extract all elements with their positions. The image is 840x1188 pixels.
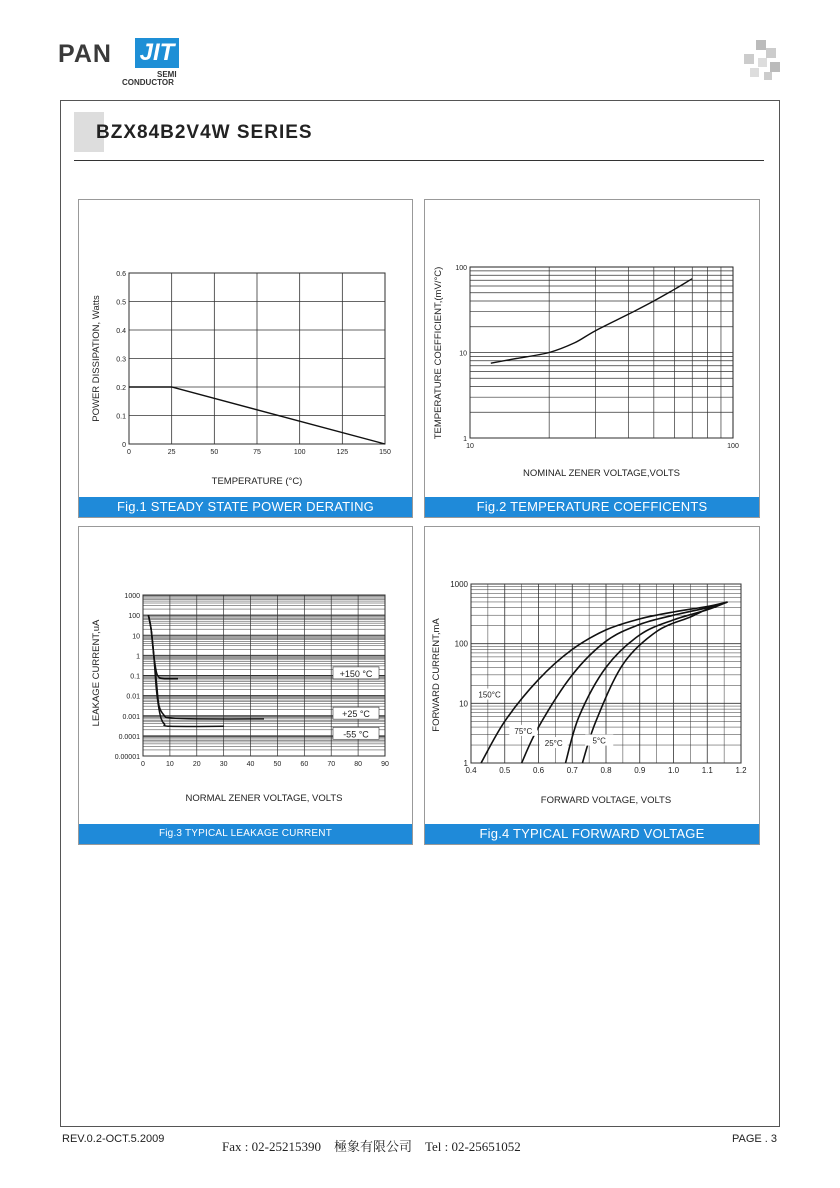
- logo-text: PAN: [58, 40, 112, 68]
- figure-3-caption: Fig.3 TYPICAL LEAKAGE CURRENT: [79, 824, 412, 844]
- y-tick-label: 10: [459, 699, 468, 709]
- x-tick-label: 1.2: [735, 766, 747, 775]
- panjit-logo: [58, 40, 208, 90]
- x-tick-label: 150: [379, 449, 391, 456]
- figure-2-caption: Fig.2 TEMPERATURE COEFFICENTS: [425, 497, 759, 517]
- x-tick-label: 1.0: [667, 766, 680, 775]
- y-tick-label: 0.6: [116, 271, 126, 278]
- series-annotation: 75°C: [514, 726, 533, 736]
- x-tick-label: 25: [167, 449, 176, 456]
- x-tick-label: 80: [354, 761, 363, 768]
- footer-contact: Fax : 02-25215390 極象有限公司 Tel : 02-25651052: [222, 1139, 521, 1154]
- logo-sub-conductor: CONDUCTOR: [122, 78, 174, 87]
- title-divider: [74, 160, 764, 161]
- figure-3-chart: [79, 527, 412, 824]
- x-axis-label: TEMPERATURE (°C): [211, 476, 303, 487]
- x-tick-label: 100: [293, 449, 306, 456]
- y-axis-label: TEMPERATURE COEFFICIENT,(mV/°C): [433, 266, 444, 440]
- series-annotation: -55 °C: [343, 729, 369, 740]
- x-tick-label: 20: [192, 761, 201, 768]
- y-axis-label: LEAKAGE CURRENT,uA: [91, 619, 102, 727]
- y-tick-label: 0.001: [122, 713, 140, 721]
- y-tick-label: 0.3: [116, 356, 126, 364]
- y-axis-label: POWER DISSIPATION, Watts: [91, 295, 102, 422]
- x-tick-label: 100: [727, 443, 739, 450]
- x-tick-label: 0.7: [566, 766, 578, 775]
- x-tick-label: 90: [381, 761, 389, 768]
- series-annotation: +150 °C: [339, 668, 373, 679]
- figure-2-chart: [425, 200, 759, 497]
- y-tick-label: 1: [463, 759, 468, 768]
- x-tick-label: 0.9: [634, 766, 646, 775]
- x-axis-label: NORMAL ZENER VOLTAGE, VOLTS: [185, 793, 343, 804]
- x-tick-label: 0: [127, 449, 131, 456]
- y-tick-label: 0.01: [126, 693, 140, 701]
- y-tick-label: 0.5: [116, 299, 126, 307]
- y-tick-label: 10: [132, 633, 140, 641]
- figure-4-panel: [424, 526, 760, 845]
- y-tick-label: 100: [128, 613, 140, 621]
- series-annotation: 150°C: [478, 690, 501, 700]
- footer-page: PAGE . 3: [732, 1133, 778, 1145]
- y-tick-label: 0.00001: [114, 754, 140, 761]
- y-tick-label: 0.2: [116, 385, 126, 392]
- x-tick-label: 40: [246, 761, 255, 768]
- x-tick-label: 0.8: [600, 766, 612, 775]
- y-tick-label: 100: [454, 639, 468, 649]
- x-tick-label: 0.6: [532, 766, 545, 775]
- x-axis-label: NOMINAL ZENER VOLTAGE,VOLTS: [523, 468, 680, 479]
- y-tick-label: 1: [136, 653, 140, 661]
- series-annotation: 25°C: [544, 739, 563, 749]
- y-tick-label: 1000: [124, 593, 140, 600]
- y-tick-label: 0.4: [116, 328, 126, 335]
- x-axis-label: FORWARD VOLTAGE, VOLTS: [540, 795, 672, 806]
- y-axis-label: FORWARD CURRENT,mA: [431, 618, 442, 732]
- x-tick-label: 10: [466, 443, 474, 450]
- y-tick-label: 0.1: [130, 673, 140, 681]
- x-tick-label: 30: [219, 761, 228, 768]
- x-tick-label: 50: [210, 449, 219, 456]
- series-annotation: +25 °C: [342, 709, 370, 720]
- logo-accent: JIT: [135, 38, 179, 68]
- logo-sub-semi: SEMI: [157, 70, 177, 79]
- series-annotation: 5°C: [592, 736, 606, 746]
- footer-revision: REV.0.2-OCT.5.2009: [62, 1133, 165, 1145]
- x-tick-label: 70: [327, 761, 336, 768]
- figure-1-panel: [78, 199, 413, 518]
- series-title: BZX84B2V4W SERIES: [96, 122, 313, 143]
- x-tick-label: 125: [336, 449, 349, 456]
- x-tick-label: 75: [253, 449, 261, 456]
- y-tick-label: 0.1: [116, 413, 126, 421]
- y-tick-label: 0: [122, 442, 126, 449]
- x-tick-label: 10: [165, 761, 174, 768]
- figure-4-caption: Fig.4 TYPICAL FORWARD VOLTAGE: [425, 824, 759, 844]
- x-tick-label: 50: [273, 761, 282, 768]
- figure-3-panel: [78, 526, 413, 845]
- y-tick-label: 1: [463, 436, 467, 443]
- corner-pattern-icon: [744, 40, 780, 80]
- y-tick-label: 1000: [450, 580, 468, 589]
- y-tick-label: 10: [459, 350, 467, 358]
- figure-1-caption: Fig.1 STEADY STATE POWER DERATING: [79, 497, 412, 517]
- x-tick-label: 0.4: [465, 766, 477, 775]
- figure-2-panel: [424, 199, 760, 518]
- series-line-tc: [491, 279, 693, 364]
- figure-1-chart: [79, 200, 412, 497]
- y-tick-label: 100: [455, 265, 467, 272]
- y-tick-label: 0.0001: [118, 733, 140, 741]
- figure-4-chart: [425, 527, 759, 824]
- x-tick-label: 1.1: [701, 766, 713, 775]
- x-tick-label: 0.5: [499, 766, 511, 775]
- x-tick-label: 60: [300, 761, 309, 768]
- x-tick-label: 0: [141, 761, 145, 768]
